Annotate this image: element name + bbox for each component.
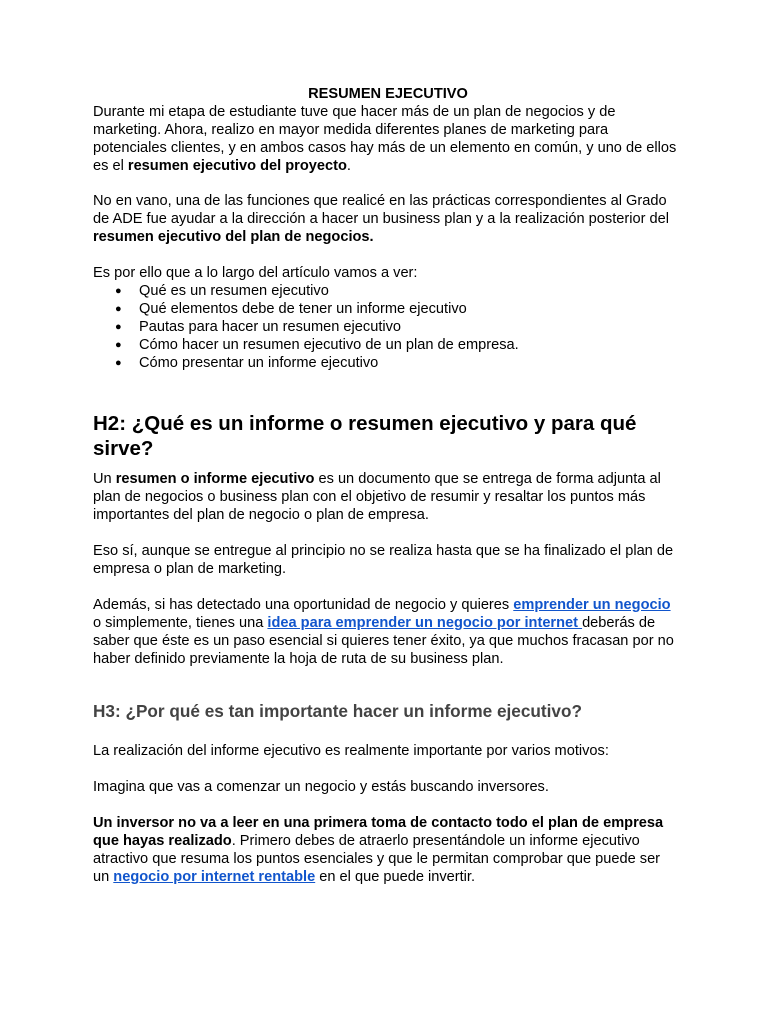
h3-paragraph-1: La realización del informe ejecutivo es realmente importante por varios motivos:	[93, 743, 609, 760]
intro-p1-bold: resumen ejecutivo del proyecto	[127, 157, 347, 174]
h2-paragraph-1	[93, 471, 677, 525]
h3-p3-bold: Un inversor no va a leer en una primera toma de contacto todo el plan de empresa que hayas realizado	[93, 815, 664, 849]
list-item	[93, 355, 677, 373]
bullet-icon: ●	[115, 302, 122, 315]
document-page	[93, 86, 677, 887]
spacer	[93, 247, 677, 265]
emprender-negocio-link[interactable]: emprender un negocio	[513, 596, 671, 613]
bullet-icon: ●	[115, 320, 122, 333]
list-item	[93, 283, 677, 301]
list-item	[93, 301, 677, 319]
spacer	[93, 579, 677, 597]
topics-list	[93, 283, 677, 373]
intro-p1-end: .	[346, 157, 351, 174]
h2-p1-end: es un documento que se entrega de forma adjunta al plan de negocios o business plan con el objetivo de resumir y resaltar los puntos más importantes del plan de negocio o plan de empresa.	[93, 471, 661, 524]
h2-p1-bold: resumen o informe ejecutivo	[115, 471, 315, 488]
document-title: RESUMEN EJECUTIVO	[308, 86, 468, 102]
spacer	[93, 176, 677, 194]
negocio-internet-rentable-link[interactable]: negocio por internet rentable	[113, 868, 316, 885]
spacer	[93, 761, 677, 779]
spacer	[93, 525, 677, 543]
h3-p3-end: en el que puede invertir.	[315, 868, 476, 885]
list-item	[93, 319, 677, 337]
intro-p1-text: Durante mi etapa de estudiante tuve que hacer más de un plan de negocios y de marketing. Ahora, realizo en mayor medida diferentes planes de marketing para potenciales clientes, y en ambos casos hay más de un elemento en común, y uno de ellos es el	[93, 103, 677, 174]
bullet-icon: ●	[115, 338, 122, 351]
list-item-text: Pautas para hacer un resumen ejecutivo	[139, 318, 402, 335]
h3-paragraph-3	[93, 815, 677, 887]
intro-paragraph-1	[93, 104, 677, 176]
list-item-text: Cómo hacer un resumen ejecutivo de un plan de empresa.	[139, 336, 519, 353]
h2-paragraph-3	[93, 597, 677, 669]
section-heading-h2: H2: ¿Qué es un informe o resumen ejecutivo y para qué sirve?	[93, 412, 637, 461]
h3-paragraph-2: Imagina que vas a comenzar un negocio y estás buscando inversores.	[93, 779, 549, 796]
h3-p3-text: . Primero debes de atraerlo presentándole un informe ejecutivo atractivo que resuma los puntos esenciales y que le permitan comprobar que puede ser un	[93, 832, 661, 885]
spacer	[93, 797, 677, 815]
list-item-text: Qué es un resumen ejecutivo	[139, 282, 329, 299]
h2-paragraph-2: Eso sí, aunque se entregue al principio no se realiza hasta que se ha finalizado el plan de empresa o plan de marketing.	[93, 543, 674, 577]
list-item-text: Qué elementos debe de tener un informe ejecutivo	[139, 300, 467, 317]
intro-p2-bold: resumen ejecutivo del plan de negocios.	[93, 229, 374, 246]
list-item	[93, 337, 677, 355]
intro-paragraph-2	[93, 193, 677, 247]
h2-p3-start: Además, si has detectado una oportunidad de negocio y quieres	[93, 596, 514, 613]
h2-p3-end: deberás de saber que éste es un paso esencial si quieres tener éxito, ya que muchos fracasan por no haber definido previamente la hoja de ruta de su business plan.	[93, 614, 674, 667]
list-item-text: Cómo presentar un informe ejecutivo	[139, 354, 379, 371]
h2-p3-mid: o simplemente, tienes una	[93, 614, 268, 631]
intro-paragraph-3: Es por ello que a lo largo del artículo vamos a ver:	[93, 265, 418, 282]
bullet-icon: ●	[115, 284, 122, 297]
h2-p1-start: Un	[93, 471, 116, 488]
idea-negocio-internet-link[interactable]: idea para emprender un negocio por internet	[267, 614, 583, 631]
intro-p2-text: No en vano, una de las funciones que realicé en las prácticas correspondientes al Grado de ADE fue ayudar a la dirección a hacer un business plan y a la realización posterior del	[93, 193, 669, 228]
section-heading-h3: H3: ¿Por qué es tan importante hacer un informe ejecutivo?	[93, 701, 582, 722]
bullet-icon: ●	[115, 356, 122, 369]
